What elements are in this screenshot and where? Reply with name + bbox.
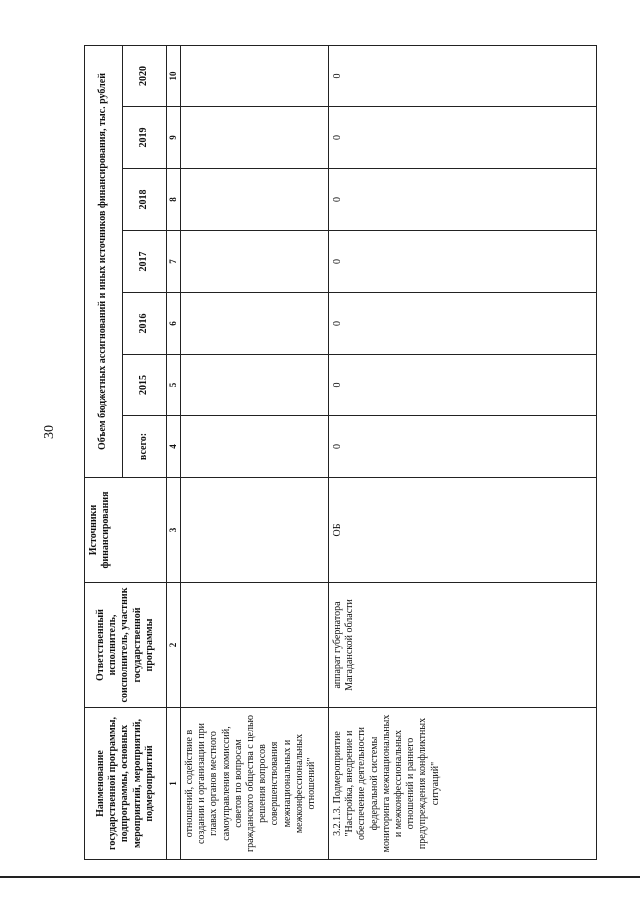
rotated-table-wrapper	[84, 46, 597, 860]
row-name: отношений, содействие в создании и организации при главах органов местного самоуправления комиссий, советов по вопросам гражданского общества с целью решения вопросов совершенствования межнациональных и межконфессиональных отношений"	[181, 708, 329, 860]
row-value: 0	[329, 293, 597, 355]
header-year: 2018	[123, 169, 167, 231]
header-year: 2015	[123, 355, 167, 416]
column-number: 8	[167, 169, 181, 231]
row-value: 0	[329, 416, 597, 478]
column-number: 5	[167, 355, 181, 416]
row-value	[181, 231, 329, 293]
footer-divider	[0, 876, 640, 878]
row-name: 3.2.1.3. Подмероприятие "Настройка, внедрение и обеспечение деятельности федеральной системы мониторинга межнациональных и межконфессиональных отношений и раннего предупреждения конфликтных ситуаций"	[329, 708, 597, 860]
row-executor: аппарат губернатора Магаданской области	[329, 583, 597, 708]
row-value: 0	[329, 231, 597, 293]
row-source: ОБ	[329, 478, 597, 583]
column-number: 2	[167, 583, 181, 708]
header-executor: Ответственный исполнитель, соисполнитель, участник государственной программы	[85, 583, 167, 708]
column-number: 9	[167, 107, 181, 169]
header-year: 2020	[123, 46, 167, 107]
column-number: 3	[167, 478, 181, 583]
row-source	[181, 478, 329, 583]
financing-table	[84, 45, 597, 860]
row-value	[181, 46, 329, 107]
row-value	[181, 416, 329, 478]
row-value	[181, 293, 329, 355]
row-value: 0	[329, 46, 597, 107]
row-value: 0	[329, 107, 597, 169]
row-executor	[181, 583, 329, 708]
row-value: 0	[329, 355, 597, 416]
header-sources: Источники финансирования	[85, 478, 167, 583]
row-value: 0	[329, 169, 597, 231]
column-number: 10	[167, 46, 181, 107]
header-year: 2019	[123, 107, 167, 169]
table-row	[181, 46, 329, 860]
table-row	[329, 46, 597, 860]
column-number: 7	[167, 231, 181, 293]
column-number: 6	[167, 293, 181, 355]
column-number: 1	[167, 708, 181, 860]
row-value	[181, 107, 329, 169]
header-year: 2016	[123, 293, 167, 355]
column-numbers-row	[167, 46, 181, 860]
header-volume: Объем бюджетных ассигнований и иных источников финансирования, тыс. рублей	[85, 46, 123, 478]
header-name: Наименование государственной программы, подпрограммы, основных мероприятий, мероприятий, подмероприятий	[85, 708, 167, 860]
row-value	[181, 169, 329, 231]
row-value	[181, 355, 329, 416]
page-number: 30	[42, 425, 57, 439]
column-number: 4	[167, 416, 181, 478]
header-year: 2017	[123, 231, 167, 293]
header-total: всего:	[123, 416, 167, 478]
